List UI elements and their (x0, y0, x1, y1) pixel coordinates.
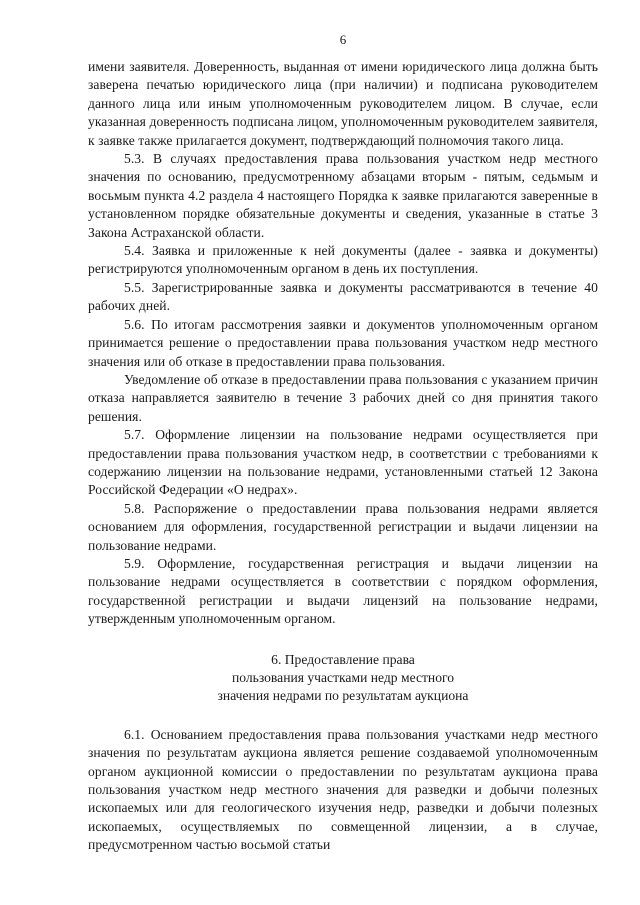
paragraph-5-5: 5.5. Зарегистрированные заявка и документы рассматриваются в течение 40 рабочих дней. (88, 279, 598, 314)
paragraph-power-of-attorney: имени заявителя. Доверенность, выданная от имени юридического лица должна быть заверена печатью юридического лица (при наличии) и подписана руководителем данного лица или иным уполномоченным руководителем лицом. В случае, если указанная доверенность подписана лицом, уполномоченным руководителем заявителя, к заявке также прилагается документ, подтверждающий полномочия такого лица. (88, 59, 598, 148)
paragraph-5-4: 5.4. Заявка и приложенные к ней документы (далее - заявка и документы) регистрируются уполномоченным органом в день их поступления. (88, 243, 598, 277)
paragraph-5-7: 5.7. Оформление лицензии на пользование недрами осуществляется при предоставлении права пользования участком недр, в соответствии с требованиями к содержанию лицензии на пользование недрами, установленными статьей 12 Закона Российской Федерации «О недрах». (88, 427, 598, 498)
section-heading (88, 651, 598, 706)
section-heading-line-1: 6. Предоставление права (271, 651, 415, 667)
paragraph-5-9: 5.9. Оформление, государственная регистрация и выдачи лицензии на пользование недрами осуществляется в соответствии с порядком оформления, государственной регистрации и выдачи лицензий на пользование недрами, утвержденным уполномоченным органом. (88, 555, 598, 627)
page-number: 6 (339, 32, 347, 47)
section-heading-line-3: значения недрами по результатам аукциона (217, 688, 469, 704)
paragraph-5-3: 5.3. В случаях предоставления права пользования участком недр местного значения по основанию, предусмотренному абзацами вторым - пятым, седьмым и восьмым пункта 4.2 раздела 4 настоящего Порядка к заявке прилагаются заверенные в установленном порядке обязательные документы и сведения, указанные в статье 3 Закона Астраханской области. (88, 151, 598, 240)
section-heading-line-2: пользования участками недр местного (231, 670, 455, 685)
paragraph-5-6: 5.6. По итогам рассмотрения заявки и документов уполномоченным органом принимается решение о предоставлении права пользования участком недр местного значения или об отказе в предоставлении права пользования. (88, 316, 598, 369)
paragraph-6-1: 6.1. Основанием предоставления права пользования участками недр местного значения по результатам аукциона является решение создаваемой уполномоченным органом аукционной комиссии о предоставлении по результатам аукциона права пользования участком недр местного значения для разведки и добычи полезных ископаемых или для геологического изучения недр, разведки и добычи полезных ископаемых, осуществляемых по совмещенной лицензии, а в случае, предусмотренном частью восьмой статьи (88, 726, 598, 853)
document-page (88, 32, 598, 855)
paragraph-refusal-notice: Уведомление об отказе в предоставлении права пользования с указанием причин отказа направляется заявителю в течение 3 рабочих дней со дня принятия такого решения. (88, 371, 598, 424)
paragraph-5-8: 5.8. Распоряжение о предоставлении права пользования недрами является основанием для оформления, государственной регистрации и выдачи лицензии на пользование недрами. (88, 500, 598, 553)
